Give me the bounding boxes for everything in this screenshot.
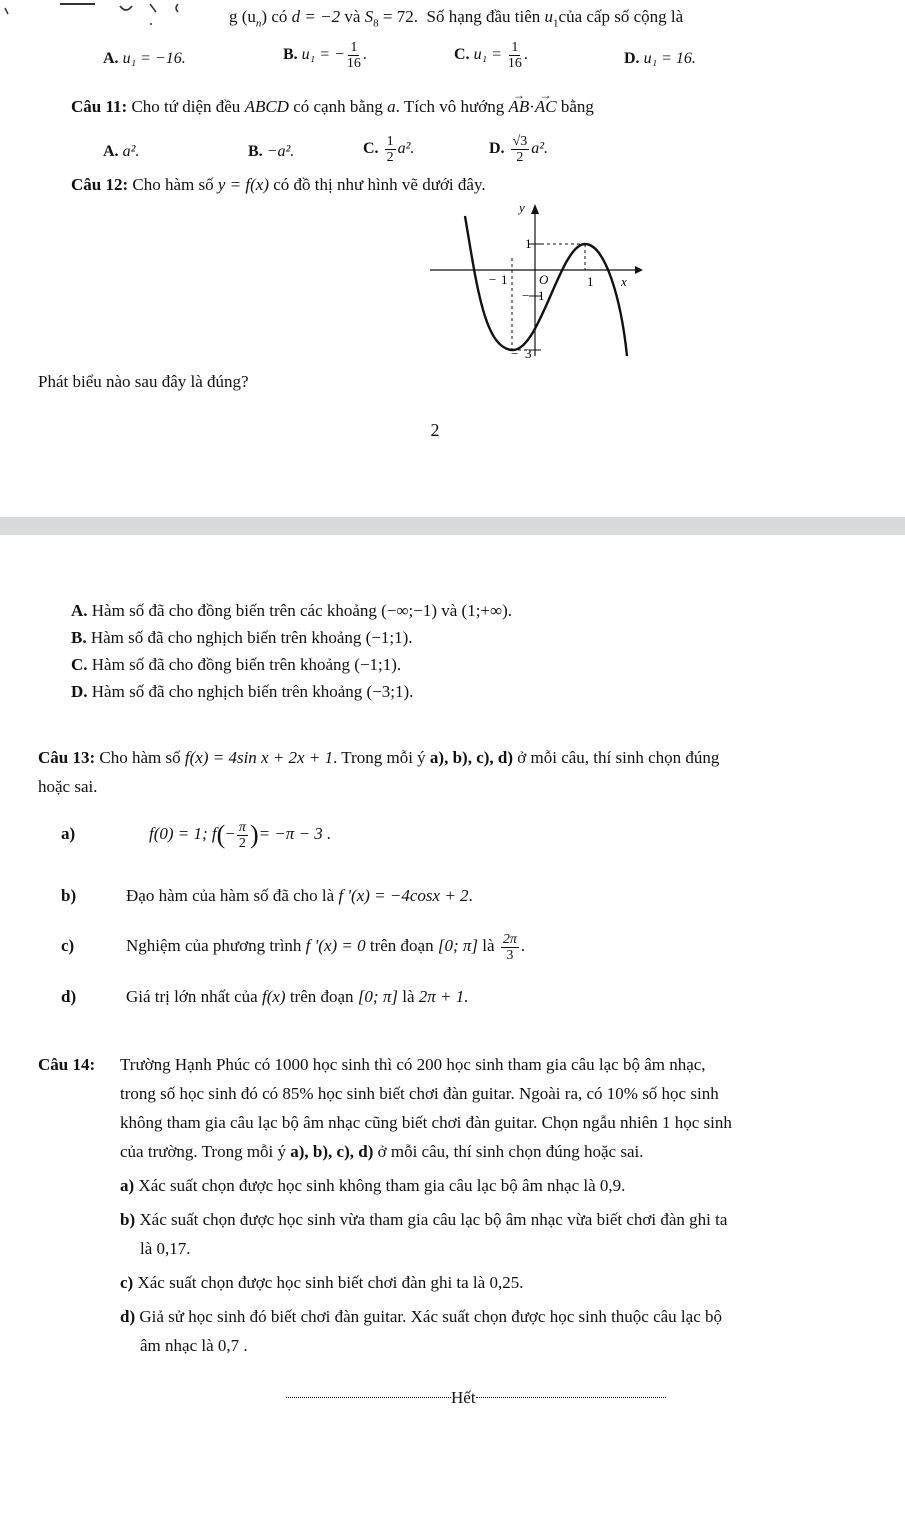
q10-sequence: $(u_n)$ — [241, 7, 268, 30]
label-ym3-minus: − — [511, 346, 519, 360]
q10-u1: $u_1$ — [544, 7, 559, 30]
q10-tail: của cấp số cộng là — [558, 7, 684, 26]
q14-stem-line1: Câu 14: Trường Hạnh Phúc có 1000 học sinh thì có 200 học sinh tham gia câu lạc bộ âm nhạc, — [38, 1055, 706, 1074]
q11-option-a[interactable]: A. a². — [103, 143, 140, 160]
q10-d: d = −2 — [291, 7, 341, 26]
x-axis-arrow — [635, 266, 643, 274]
q10-co: có — [271, 7, 288, 26]
page-number: 2 — [430, 420, 440, 440]
q14-stem-line3: không tham gia câu lạc bộ âm nhạc cũng biết chơi đàn guitar. Chọn ngẫu nhiên 1 học sinh — [120, 1113, 732, 1132]
q13-item-d[interactable]: d) Giá trị lớn nhất của f(x) trên đoạn [0; π] là 2π + 1. — [61, 987, 469, 1006]
q14-item-a[interactable]: a) Xác suất chọn được học sinh không tham gia câu lạc bộ âm nhạc là 0,9. — [120, 1176, 626, 1195]
q12-question: Phát biểu nào sau đây là đúng? — [38, 372, 249, 391]
q11-option-d[interactable]: D. $\frac{√3}{2}$ a². — [489, 134, 549, 165]
q10-stem — [229, 6, 683, 34]
q12-option-a[interactable]: A. Hàm số đã cho đồng biến trên các khoảng (−∞;−1) và (1;+∞). — [71, 601, 513, 620]
q14-label: Câu 14: — [38, 1055, 96, 1074]
q14-stem-line4: của trường. Trong mỗi ý a), b), c), d) ở mỗi câu, thí sinh chọn đúng hoặc sai. — [120, 1142, 644, 1161]
q10-s8: $S_8 = 72$. — [364, 7, 418, 30]
q12-option-b[interactable]: B. Hàm số đã cho nghịch biến trên khoảng (−1;1). — [71, 628, 413, 647]
q14-item-b[interactable]: b) Xác suất chọn được học sinh vừa tham gia câu lạc bộ âm nhạc vừa biết chơi đàn ghi ta — [120, 1210, 728, 1229]
label-x1: 1 — [587, 274, 594, 289]
q10-stem-prefix: g — [229, 7, 238, 26]
q10-option-d[interactable]: D. u₁ = 16. — [624, 50, 696, 67]
y-axis-label: y — [519, 200, 525, 215]
q10-option-c[interactable]: C. u₁ = $\frac{1}{16}$ . — [454, 40, 528, 71]
label-ym1: 1 — [538, 288, 545, 303]
q14-stem-line2: trong số học sinh đó có 85% học sinh biết chơi đàn guitar. Ngoài ra, có 10% số học sinh — [120, 1084, 719, 1103]
q12-label: Câu 12: — [71, 175, 129, 194]
label-ym3: 3 — [525, 346, 532, 360]
origin-label: O — [539, 272, 549, 287]
q10-text: Số hạng đầu tiên — [426, 7, 541, 26]
label-y1: 1 — [525, 236, 532, 251]
vector-ac: → AC — [535, 96, 557, 118]
q10-option-a[interactable]: A. u₁ = −16. — [103, 50, 186, 67]
q12-option-c[interactable]: C. Hàm số đã cho đồng biến trên khoảng (−1;1). — [71, 655, 402, 674]
q10-option-b[interactable]: B. u₁ = − $\frac{1}{16}$ . — [283, 40, 367, 71]
x-axis-label: x — [621, 274, 627, 289]
q13-stem-cont: hoặc sai. — [38, 777, 98, 796]
q14-item-c[interactable]: c) Xác suất chọn được học sinh biết chơi đàn ghi ta là 0,25. — [120, 1273, 524, 1292]
q12-option-d[interactable]: D. Hàm số đã cho nghịch biến trên khoảng (−3;1). — [71, 682, 414, 701]
cut-off-header-marks — [0, 0, 230, 30]
q11-label: Câu 11: — [71, 97, 128, 116]
function-graph — [425, 198, 645, 360]
y-axis-arrow — [531, 204, 539, 214]
q12-stem: Câu 12: Cho hàm số y = f(x) có đồ thị như hình vẽ dưới đây. — [71, 175, 486, 194]
q11-option-b[interactable]: B. −a². — [248, 143, 295, 160]
q14-item-b-cont: là 0,17. — [140, 1239, 191, 1258]
q14-item-d-cont: âm nhạc là 0,7 . — [140, 1336, 248, 1355]
label-ym1-minus: − — [522, 288, 530, 303]
label-xm1-minus: − — [489, 272, 497, 287]
label-xm1: 1 — [501, 272, 508, 287]
end-text: Hết — [451, 1388, 476, 1407]
q13-item-a[interactable]: a) f(0) = 1; f(− $\frac{\pi}{2}$ )= −π − 3 . — [61, 819, 332, 851]
q11-stem: Câu 11: Cho tứ diện đều ABCD có cạnh bằng a. Tích vô hướng → AB·→ AC bằng — [71, 96, 594, 118]
q13-item-c[interactable]: c) Nghiệm của phương trình f '(x) = 0 trên đoạn [0; π] là $\frac{2\pi}{3}$ . — [61, 931, 526, 963]
q13-item-b[interactable]: b) Đạo hàm của hàm số đã cho là f '(x) = −4cosx + 2. — [61, 886, 473, 905]
q13-stem: Câu 13: Cho hàm số f(x) = 4sin x + 2x + 1. Trong mỗi ý a), b), c), d) ở mỗi câu, thí sinh chọn đúng — [38, 748, 720, 767]
vector-ab: → AB — [508, 96, 529, 118]
end-marker — [286, 1387, 666, 1409]
q11-option-c[interactable]: C. $\frac{1}{2}$ a². — [363, 134, 415, 165]
page-break — [0, 517, 905, 535]
q13-label: Câu 13: — [38, 748, 96, 767]
q14-item-d[interactable]: d) Giả sử học sinh đó biết chơi đàn guitar. Xác suất chọn được học sinh thuộc câu lạc bộ — [120, 1307, 722, 1326]
q10-va: và — [344, 7, 361, 26]
